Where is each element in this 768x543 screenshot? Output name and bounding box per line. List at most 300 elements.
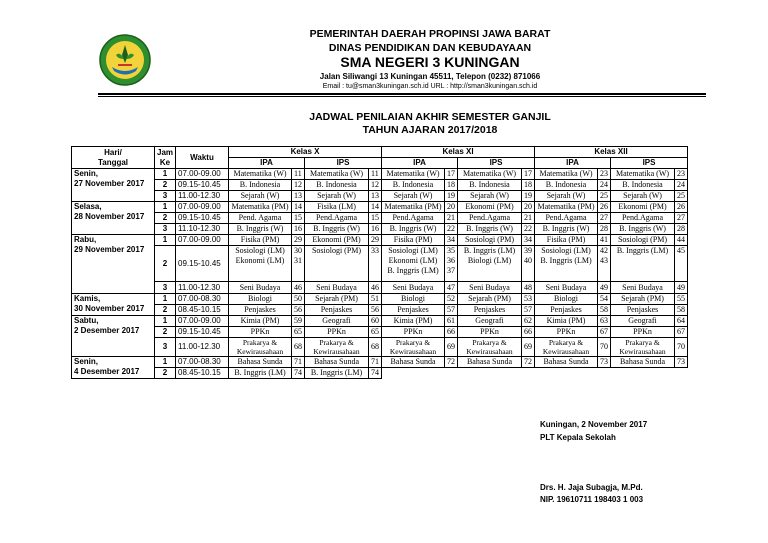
col-kelas-xii: Kelas XII <box>535 147 688 158</box>
day-date: 4 Desember 2017 <box>74 367 140 376</box>
document-title: JADWAL PENILAIAN AKHIR SEMESTER GANJIL <box>309 111 551 123</box>
room-cell: 23 <box>598 169 611 180</box>
room-cell: 26 <box>598 202 611 213</box>
empty-cell <box>611 368 675 379</box>
table-row <box>72 338 688 357</box>
room-cell <box>598 246 611 282</box>
room-cell: 34 <box>522 235 535 246</box>
subject-cell: PPKn <box>535 327 598 338</box>
subject-cell: Sejarah (W) <box>229 191 292 202</box>
subject-cell: Matematika (PM) <box>229 202 292 213</box>
room-cell: 27 <box>598 213 611 224</box>
subject-line: B. Inggris (LM) <box>463 246 516 255</box>
waktu-cell: 07.00-09.00 <box>176 235 229 246</box>
room-cell: 24 <box>675 180 688 191</box>
room-line: 30 <box>294 246 303 255</box>
header-rule-thin <box>98 96 706 97</box>
waktu-cell: 09.15-10.45 <box>176 246 229 282</box>
col-hari-tanggal <box>72 147 155 169</box>
subject-cell: Prakarya & Kewirausahaan <box>305 338 369 357</box>
room-cell: 21 <box>445 213 458 224</box>
subject-cell: B. Inggris (W) <box>229 224 292 235</box>
room-line: 31 <box>294 256 303 265</box>
room-cell: 69 <box>522 338 535 357</box>
empty-cell <box>458 368 522 379</box>
waktu-cell: 07.00-09.00 <box>176 202 229 213</box>
empty-cell <box>598 368 611 379</box>
room-cell: 28 <box>675 224 688 235</box>
jam-ke-cell: 1 <box>155 169 176 180</box>
subject-cell: Seni Budaya <box>229 282 292 294</box>
room-line: 37 <box>447 266 456 275</box>
subject-cell: Matematika (W) <box>535 169 598 180</box>
room-cell: 12 <box>369 180 382 191</box>
room-cell <box>522 246 535 282</box>
day-name: Sabtu, <box>74 316 99 325</box>
col-ke-label: Ke <box>159 157 171 167</box>
subject-cell: Prakarya & Kewirausahaan <box>535 338 598 357</box>
jam-ke-cell: 3 <box>155 224 176 235</box>
subject-cell: Fisika (PM) <box>382 235 445 246</box>
jam-ke-cell: 3 <box>155 282 176 294</box>
jam-ke-cell: 2 <box>155 305 176 316</box>
room-cell <box>675 246 688 282</box>
room-line: 40 <box>524 256 533 265</box>
room-cell: 57 <box>522 305 535 316</box>
subject-cell: Sejarah (W) <box>382 191 445 202</box>
subject-cell: B. Indonesia <box>305 180 369 191</box>
room-cell: 73 <box>598 357 611 368</box>
room-cell: 20 <box>522 202 535 213</box>
subject-cell: Seni Budaya <box>535 282 598 294</box>
col-jam-ke <box>155 147 176 169</box>
jam-ke-cell: 1 <box>155 235 176 246</box>
room-cell: 23 <box>675 169 688 180</box>
table-row <box>72 191 688 202</box>
jam-ke-cell: 1 <box>155 357 176 368</box>
subject-cell: Fisika (PM) <box>535 235 598 246</box>
subject-cell: Sejarah (PM) <box>458 294 522 305</box>
room-cell: 74 <box>369 368 382 379</box>
day-name: Kamis, <box>74 294 101 303</box>
jam-ke-cell: 2 <box>155 180 176 191</box>
room-cell: 16 <box>292 224 305 235</box>
subject-cell: Matematika (W) <box>382 169 445 180</box>
subject-cell: Bahasa Sunda <box>305 357 369 368</box>
waktu-cell: 09.15-10.45 <box>176 213 229 224</box>
subject-cell: PPKn <box>458 327 522 338</box>
subject-cell <box>229 246 292 282</box>
room-cell: 72 <box>522 357 535 368</box>
jam-ke-cell: 3 <box>155 191 176 202</box>
room-cell: 58 <box>675 305 688 316</box>
room-cell: 49 <box>598 282 611 294</box>
subject-line: Ekonomi (LM) <box>235 256 285 265</box>
school-emblem-icon <box>98 33 152 87</box>
room-cell: 46 <box>369 282 382 294</box>
government-name: PEMERINTAH DAERAH PROPINSI JAWA BARAT <box>309 28 551 40</box>
room-cell: 27 <box>675 213 688 224</box>
subject-cell: Bahasa Sunda <box>611 357 675 368</box>
room-line: 42 <box>600 246 609 255</box>
jam-ke-cell: 2 <box>155 368 176 379</box>
room-cell: 47 <box>445 282 458 294</box>
col-xii-ips: IPS <box>611 158 688 169</box>
waktu-cell: 09.15-10.45 <box>176 180 229 191</box>
subject-cell: Penjaskes <box>229 305 292 316</box>
col-xii-ipa: IPA <box>535 158 611 169</box>
subject-cell: Prakarya & Kewirausahaan <box>382 338 445 357</box>
room-cell: 22 <box>445 224 458 235</box>
room-cell: 24 <box>598 180 611 191</box>
subject-cell: B. Indonesia <box>611 180 675 191</box>
day-date: 28 November 2017 <box>74 212 145 221</box>
room-cell: 18 <box>522 180 535 191</box>
jam-ke-cell: 3 <box>155 338 176 357</box>
subject-line: Sosiologi (LM) <box>235 246 285 255</box>
room-cell: 49 <box>675 282 688 294</box>
subject-cell <box>382 246 445 282</box>
subject-cell: Sejarah (W) <box>535 191 598 202</box>
subject-cell: Bahasa Sunda <box>458 357 522 368</box>
room-cell: 48 <box>522 282 535 294</box>
empty-cell <box>445 368 458 379</box>
room-cell: 56 <box>292 305 305 316</box>
room-cell: 50 <box>292 294 305 305</box>
signature-place-date: Kuningan, 2 November 2017 <box>540 420 648 429</box>
room-cell: 67 <box>598 327 611 338</box>
room-cell: 21 <box>522 213 535 224</box>
subject-cell: Seni Budaya <box>458 282 522 294</box>
subject-cell: Geografi <box>611 316 675 327</box>
room-cell: 60 <box>369 316 382 327</box>
empty-cell <box>522 368 535 379</box>
header-rule-thick <box>98 93 706 95</box>
subject-cell: Penjaskes <box>611 305 675 316</box>
subject-cell: Kimia (PM) <box>229 316 292 327</box>
table-header-row <box>72 147 688 158</box>
room-cell <box>292 246 305 282</box>
room-cell: 15 <box>369 213 382 224</box>
day-date: 29 November 2017 <box>74 245 145 254</box>
subject-cell: Penjaskes <box>458 305 522 316</box>
table-row <box>72 246 688 282</box>
subject-cell: Pend.Agama <box>535 213 598 224</box>
subject-cell: Prakarya & Kewirausahaan <box>229 338 292 357</box>
room-cell: 62 <box>522 316 535 327</box>
subject-cell: Pend.Agama <box>458 213 522 224</box>
table-row <box>72 282 688 294</box>
signature-name: Drs. H. Jaja Subagja, M.Pd. <box>540 483 643 492</box>
room-cell: 51 <box>369 294 382 305</box>
subject-cell: Seni Budaya <box>382 282 445 294</box>
waktu-cell: 07.00-08.30 <box>176 357 229 368</box>
jam-ke-cell: 2 <box>155 213 176 224</box>
subject-cell: Matematika (PM) <box>535 202 598 213</box>
room-cell: 13 <box>292 191 305 202</box>
col-x-ips: IPS <box>305 158 382 169</box>
subject-cell: Prakarya & Kewirausahaan <box>458 338 522 357</box>
subject-line: Ekonomi (LM) <box>388 256 438 265</box>
room-cell: 70 <box>675 338 688 357</box>
col-jam-label: Jam <box>157 147 174 157</box>
day-name: Senin, <box>74 169 99 178</box>
subject-cell <box>305 246 369 282</box>
day-name: Rabu, <box>74 235 97 244</box>
table-row <box>72 235 688 246</box>
subject-cell: Pend. Agama <box>229 213 292 224</box>
day-cell <box>72 294 155 316</box>
room-cell: 13 <box>369 191 382 202</box>
jam-ke-cell: 1 <box>155 202 176 213</box>
room-cell: 59 <box>292 316 305 327</box>
waktu-cell: 07.00-08.30 <box>176 294 229 305</box>
signature-role: PLT Kepala Sekolah <box>540 433 616 442</box>
room-cell: 41 <box>598 235 611 246</box>
room-cell: 46 <box>292 282 305 294</box>
subject-cell: B. Indonesia <box>229 180 292 191</box>
col-waktu: Waktu <box>176 147 229 169</box>
room-cell: 16 <box>369 224 382 235</box>
table-row <box>72 213 688 224</box>
subject-cell: Sejarah (PM) <box>611 294 675 305</box>
subject-cell: Bahasa Sunda <box>229 357 292 368</box>
table-row <box>72 224 688 235</box>
room-cell: 29 <box>292 235 305 246</box>
subject-cell: Bahasa Sunda <box>382 357 445 368</box>
subject-cell: Matematika (PM) <box>382 202 445 213</box>
signature-nip: NIP. 19610711 198403 1 003 <box>540 495 644 504</box>
room-cell: 67 <box>675 327 688 338</box>
empty-cell <box>675 368 688 379</box>
subject-cell: Sejarah (W) <box>305 191 369 202</box>
subject-cell: Biologi <box>535 294 598 305</box>
subject-line: Sosiologi (LM) <box>541 246 591 255</box>
waktu-cell: 07.00-09.00 <box>176 316 229 327</box>
school-address: Jalan Siliwangi 13 Kuningan 45511, Telepon (0232) 871066 <box>319 72 541 81</box>
waktu-cell: 09.15-10.45 <box>176 327 229 338</box>
subject-cell: B. Indonesia <box>458 180 522 191</box>
subject-cell: Ekonomi (PM) <box>458 202 522 213</box>
room-cell: 54 <box>598 294 611 305</box>
room-cell: 15 <box>292 213 305 224</box>
col-x-ipa: IPA <box>229 158 305 169</box>
subject-cell: Fisika (LM) <box>305 202 369 213</box>
waktu-cell: 11.00-12.30 <box>176 338 229 357</box>
subject-cell: Pend.Agama <box>611 213 675 224</box>
subject-cell: Penjaskes <box>382 305 445 316</box>
room-cell: 19 <box>445 191 458 202</box>
subject-cell: Sosiologi (PM) <box>611 235 675 246</box>
room-cell: 68 <box>292 338 305 357</box>
exam-schedule-table <box>71 146 688 379</box>
jam-ke-cell: 1 <box>155 294 176 305</box>
subject-line: Sosiologi (PM) <box>311 246 362 255</box>
subject-cell: Ekonomi (PM) <box>305 235 369 246</box>
subject-cell: B. Inggris (W) <box>305 224 369 235</box>
waktu-cell: 08.45-10.15 <box>176 368 229 379</box>
subject-cell: B. Inggris (W) <box>458 224 522 235</box>
school-name: SMA NEGERI 3 KUNINGAN <box>340 54 520 70</box>
subject-cell: Kimia (PM) <box>535 316 598 327</box>
subject-cell: Penjaskes <box>305 305 369 316</box>
subject-line: B. Inggris (LM) <box>616 246 669 255</box>
subject-cell: Ekonomi (PM) <box>611 202 675 213</box>
room-cell: 26 <box>675 202 688 213</box>
subject-cell: Matematika (W) <box>305 169 369 180</box>
subject-cell: PPKn <box>229 327 292 338</box>
day-cell <box>72 202 155 235</box>
room-cell: 29 <box>369 235 382 246</box>
academic-year: TAHUN AJARAN 2017/2018 <box>362 124 498 136</box>
subject-cell: B. Inggris (LM) <box>305 368 369 379</box>
subject-cell: Matematika (W) <box>458 169 522 180</box>
subject-cell: B. Indonesia <box>535 180 598 191</box>
subject-cell: Geografi <box>458 316 522 327</box>
waktu-cell: 11.10-12.30 <box>176 224 229 235</box>
table-row <box>72 305 688 316</box>
room-cell: 65 <box>292 327 305 338</box>
room-cell: 55 <box>675 294 688 305</box>
day-cell <box>72 357 155 379</box>
subject-line: B. Inggris (LM) <box>540 256 592 265</box>
room-line: 43 <box>600 256 609 265</box>
room-cell: 25 <box>675 191 688 202</box>
room-cell: 57 <box>445 305 458 316</box>
room-line: 39 <box>524 246 533 255</box>
room-cell: 68 <box>369 338 382 357</box>
room-cell: 20 <box>445 202 458 213</box>
col-tanggal-label: Tanggal <box>97 157 129 167</box>
subject-cell: Bahasa Sunda <box>535 357 598 368</box>
room-cell: 28 <box>598 224 611 235</box>
room-cell: 18 <box>445 180 458 191</box>
col-xi-ips: IPS <box>458 158 535 169</box>
table-row <box>72 294 688 305</box>
subject-cell: Geografi <box>305 316 369 327</box>
room-cell: 64 <box>675 316 688 327</box>
subject-cell: Penjaskes <box>535 305 598 316</box>
room-line: 36 <box>447 256 456 265</box>
department-name: DINAS PENDIDIKAN DAN KEBUDAYAAN <box>328 42 532 54</box>
waktu-cell: 08.45-10.15 <box>176 305 229 316</box>
subject-cell: B. Inggris (W) <box>382 224 445 235</box>
subject-cell: Pend.Agama <box>382 213 445 224</box>
subject-cell: Biologi <box>229 294 292 305</box>
subject-cell: B. Indonesia <box>382 180 445 191</box>
subject-cell: Sejarah (PM) <box>305 294 369 305</box>
day-cell <box>72 316 155 357</box>
room-cell: 56 <box>369 305 382 316</box>
room-cell: 65 <box>369 327 382 338</box>
subject-cell: Kimia (PM) <box>382 316 445 327</box>
room-line: 45 <box>677 246 686 255</box>
room-cell: 58 <box>598 305 611 316</box>
table-row <box>72 327 688 338</box>
room-cell: 44 <box>675 235 688 246</box>
day-date: 2 Desember 2017 <box>74 326 140 335</box>
room-cell: 73 <box>675 357 688 368</box>
subject-cell: B. Inggris (W) <box>535 224 598 235</box>
empty-cell <box>382 368 445 379</box>
room-cell: 17 <box>445 169 458 180</box>
day-cell <box>72 169 155 202</box>
room-cell: 22 <box>522 224 535 235</box>
room-cell: 11 <box>369 169 382 180</box>
subject-cell: Matematika (W) <box>611 169 675 180</box>
room-cell: 19 <box>522 191 535 202</box>
table-row <box>72 202 688 213</box>
waktu-cell: 11.00-12.30 <box>176 191 229 202</box>
jam-ke-cell: 2 <box>155 246 176 282</box>
day-name: Selasa, <box>74 202 102 211</box>
room-cell: 74 <box>292 368 305 379</box>
day-name: Senin, <box>74 357 99 366</box>
col-kelas-x: Kelas X <box>229 147 382 158</box>
subject-cell: Pend.Agama <box>305 213 369 224</box>
room-cell: 66 <box>445 327 458 338</box>
day-date: 30 November 2017 <box>74 304 145 313</box>
table-row <box>72 169 688 180</box>
subject-cell: Fisika (PM) <box>229 235 292 246</box>
col-xi-ipa: IPA <box>382 158 458 169</box>
col-hari-label: Hari/ <box>104 147 122 157</box>
subject-cell: Biologi <box>382 294 445 305</box>
subject-cell <box>535 246 598 282</box>
subject-cell: B. Inggris (W) <box>611 224 675 235</box>
subject-cell: Sosiologi (PM) <box>458 235 522 246</box>
subject-cell: PPKn <box>305 327 369 338</box>
room-cell: 61 <box>445 316 458 327</box>
schedule-body <box>72 169 688 379</box>
table-row <box>72 357 688 368</box>
day-cell <box>72 235 155 294</box>
room-cell: 17 <box>522 169 535 180</box>
subject-line: Sosiologi (LM) <box>388 246 438 255</box>
room-cell: 71 <box>292 357 305 368</box>
room-cell: 69 <box>445 338 458 357</box>
subject-cell: Matematika (W) <box>229 169 292 180</box>
subject-line: Biologi (LM) <box>467 256 512 265</box>
table-row <box>72 316 688 327</box>
subject-cell <box>611 246 675 282</box>
room-cell: 11 <box>292 169 305 180</box>
col-kelas-xi: Kelas XI <box>382 147 535 158</box>
subject-cell: Sejarah (W) <box>611 191 675 202</box>
room-cell: 63 <box>598 316 611 327</box>
table-row <box>72 368 688 379</box>
jam-ke-cell: 1 <box>155 316 176 327</box>
room-cell: 71 <box>369 357 382 368</box>
day-date: 27 November 2017 <box>74 179 145 188</box>
subject-cell: PPKn <box>382 327 445 338</box>
room-cell <box>369 246 382 282</box>
room-line: 35 <box>447 246 456 255</box>
subject-line: B. Inggris (LM) <box>387 266 439 275</box>
waktu-cell: 07.00-09.00 <box>176 169 229 180</box>
jam-ke-cell: 2 <box>155 327 176 338</box>
subject-cell: Seni Budaya <box>305 282 369 294</box>
subject-cell: PPKn <box>611 327 675 338</box>
room-cell: 66 <box>522 327 535 338</box>
room-cell: 72 <box>445 357 458 368</box>
subject-cell: Prakarya & Kewirausahaan <box>611 338 675 357</box>
room-cell: 70 <box>598 338 611 357</box>
room-cell: 34 <box>445 235 458 246</box>
room-line: 33 <box>371 246 380 255</box>
subject-cell <box>458 246 522 282</box>
room-cell: 25 <box>598 191 611 202</box>
